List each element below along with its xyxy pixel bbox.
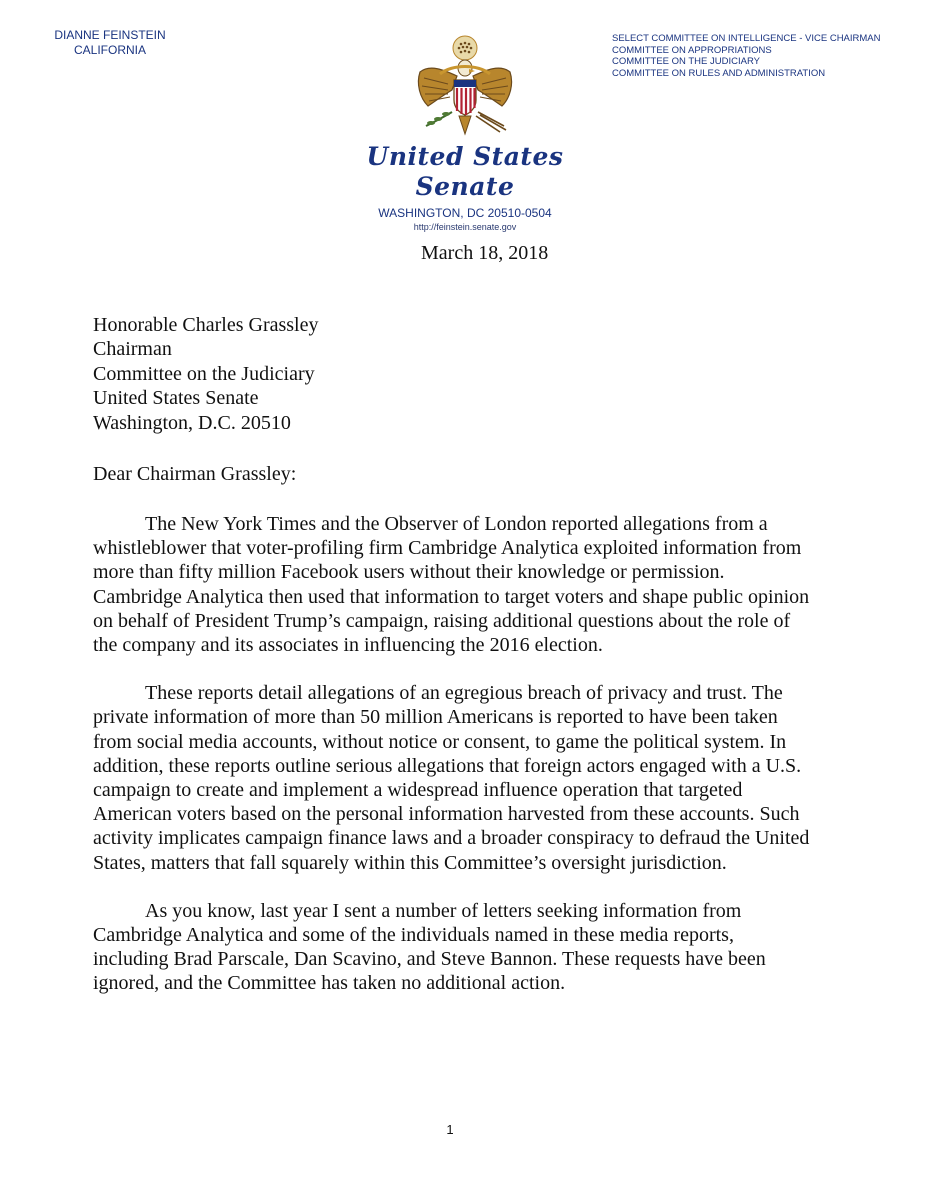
committee-item: COMMITTEE ON APPROPRIATIONS (612, 44, 772, 56)
page-number: 1 (446, 1122, 454, 1137)
senator-state: CALIFORNIA (73, 43, 146, 57)
committee-item: COMMITTEE ON THE JUDICIARY (612, 56, 760, 67)
recipient-name: Honorable Charles Grassley (93, 314, 319, 336)
committee-list (612, 33, 912, 79)
committee-item: COMMITTEE ON RULES AND ADMINISTRATION (612, 67, 826, 79)
recipient-address (93, 313, 319, 435)
senate-address: WASHINGTON, DC 20510-0504 (378, 206, 552, 220)
body-paragraph: These reports detail allegations of an egregious breach of privacy and trust. The private information of more than 50 million Americans is reported to have been taken from social media accounts, without notice or consent, to game the political system. In addition, these reports outline serious allegations that foreign actors engaged with a U.S. campaign to create and implement a widespread influence operation that targeted American voters based on the personal information harvested from these accounts. Such activity implicates campaign finance laws and a broader conspiracy to defraud the United States, matters that fall squarely within this Committee’s oversight jurisdiction. (93, 682, 810, 874)
salutation: Dear Chairman Grassley: (93, 463, 297, 485)
recipient-committee: Committee on the Judiciary (93, 362, 315, 385)
recipient-city: Washington, D.C. 20510 (93, 411, 291, 434)
great-seal-eagle-icon (412, 34, 518, 144)
seal-graphic (412, 34, 518, 144)
senator-block (40, 28, 180, 58)
body-paragraph: As you know, last year I sent a number of letters seeking information from Cambridge Analytica and some of the individuals named in these media reports, including Brad Parscale, Dan Scavino, and Steve Bannon. These requests have been ignored, and the Committee has taken no additional action. (93, 899, 766, 995)
committee-item: SELECT COMMITTEE ON INTELLIGENCE - VICE CHAIRMAN (612, 33, 881, 44)
letter-date: March 18, 2018 (421, 242, 549, 264)
senate-title: United States Senate (366, 142, 564, 201)
letter-body (93, 512, 813, 1020)
recipient-organization: United States Senate (93, 387, 259, 410)
senate-masthead (330, 142, 600, 233)
senator-website: http://feinstein.senate.gov (413, 222, 517, 232)
senator-name: DIANNE FEINSTEIN (54, 28, 166, 42)
recipient-title: Chairman (93, 338, 172, 361)
body-paragraph: The New York Times and the Observer of London reported allegations from a whistleblower that voter-profiling firm Cambridge Analytica exploited information from more than fifty million Facebook users without their knowledge or permission. Cambridge Analytica then used that information to target voters and shape public opinion on behalf of President Trump’s campaign, raising additional questions about the role of the company and its associates in influencing the 2016 election. (93, 513, 810, 657)
